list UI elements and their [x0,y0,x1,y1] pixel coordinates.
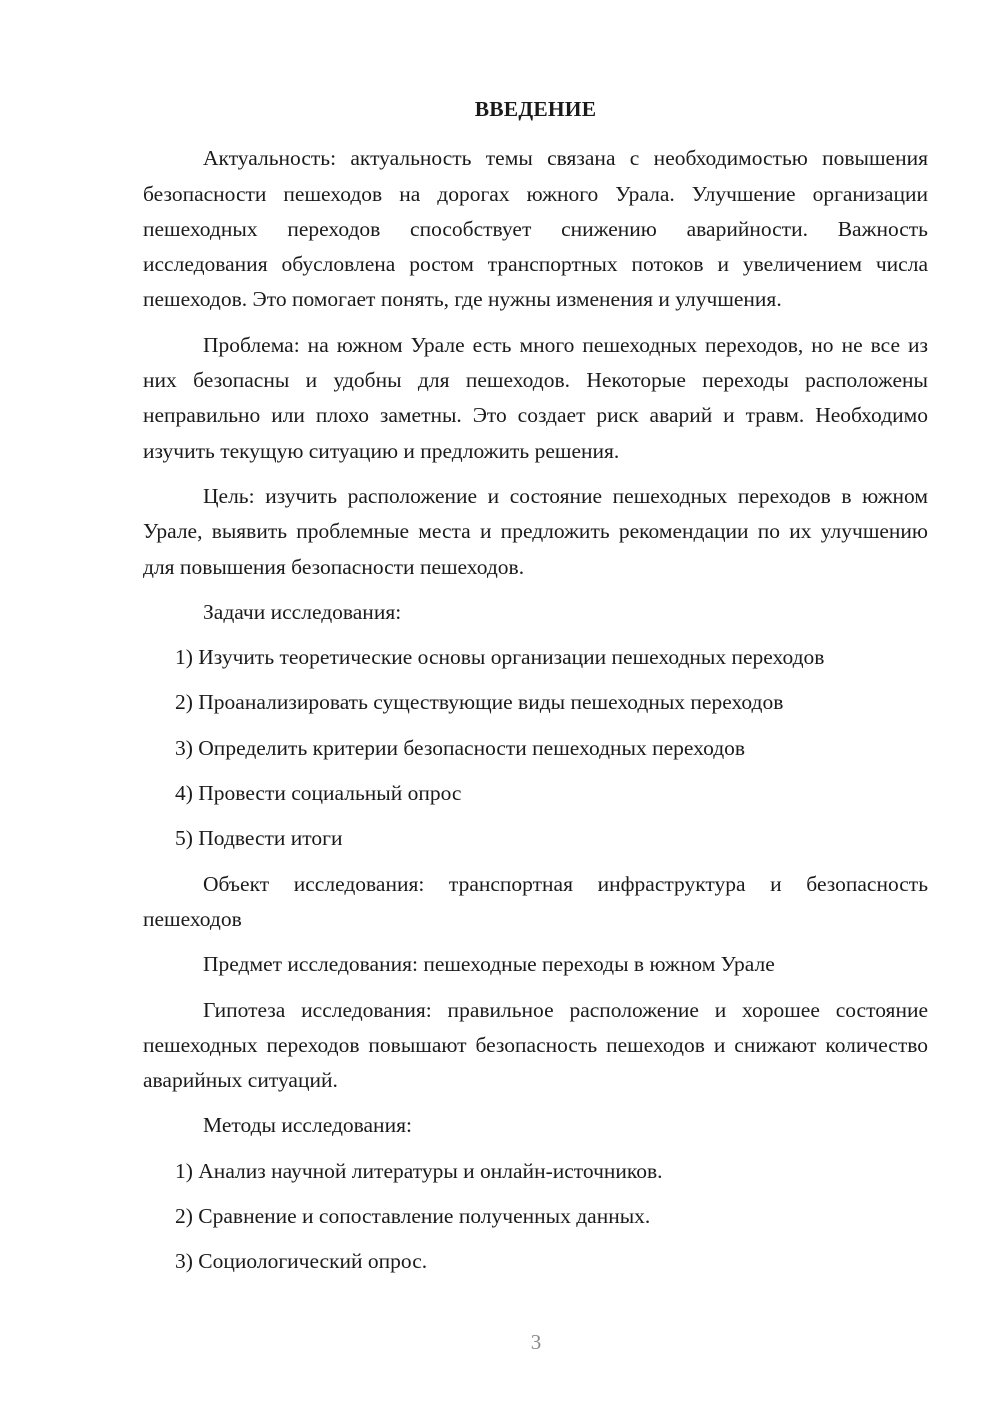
goal-paragraph: Цель: изучить расположение и состояние пешеходных переходов в южном Урале, выявить проблемные места и предложить рекомендации по их улучшению для повышения безопасности пешеходов. [143,483,928,579]
problem-paragraph: Проблема: на южном Урале есть много пешеходных переходов, но не все из них безопасны и удобны для пешеходов. Некоторые переходы расположены неправильно или плохо заметны. Это создает риск аварий и травм. Необходимо изучить текущую ситуацию и предложить решения. [143,332,928,463]
method-item: 2) Сравнение и сопоставление полученных данных. [175,1204,651,1229]
subject-paragraph: Предмет исследования: пешеходные переходы в южном Урале [203,952,775,977]
tasks-heading: Задачи исследования: [203,599,402,624]
hypothesis-paragraph: Гипотеза исследования: правильное расположение и хорошее состояние пешеходных переходов повышают безопасность пешеходов и снижают количество аварийных ситуаций. [143,997,928,1093]
relevance-paragraph: Актуальность: актуальность темы связана с необходимостью повышения безопасности пешеходов на дорогах южного Урала. Улучшение организации пешеходных переходов способствует снижению аварийности. Важность исследования обусловлена ростом транспортных потоков и увеличением числа пешеходов. Это помогает понять, где нужны изменения и улучшения. [143,146,928,312]
task-item: 1) Изучить теоретические основы организации пешеходных переходов [175,645,825,670]
page-title: ВВЕДЕНИЕ [474,97,597,121]
method-item: 1) Анализ научной литературы и онлайн-источников. [175,1158,663,1183]
method-item: 3) Социологический опрос. [175,1249,428,1274]
page-content [143,92,928,1290]
task-item: 3) Определить критерии безопасности пешеходных переходов [175,735,746,760]
object-paragraph: Объект исследования: транспортная инфраструктура и безопасность пешеходов [143,871,928,931]
task-item: 5) Подвести итоги [175,826,343,851]
methods-heading: Методы исследования: [203,1113,412,1138]
page-number: 3 [530,1330,542,1354]
task-item: 2) Проанализировать существующие виды пешеходных переходов [175,690,784,715]
task-item: 4) Провести социальный опрос [175,781,462,806]
